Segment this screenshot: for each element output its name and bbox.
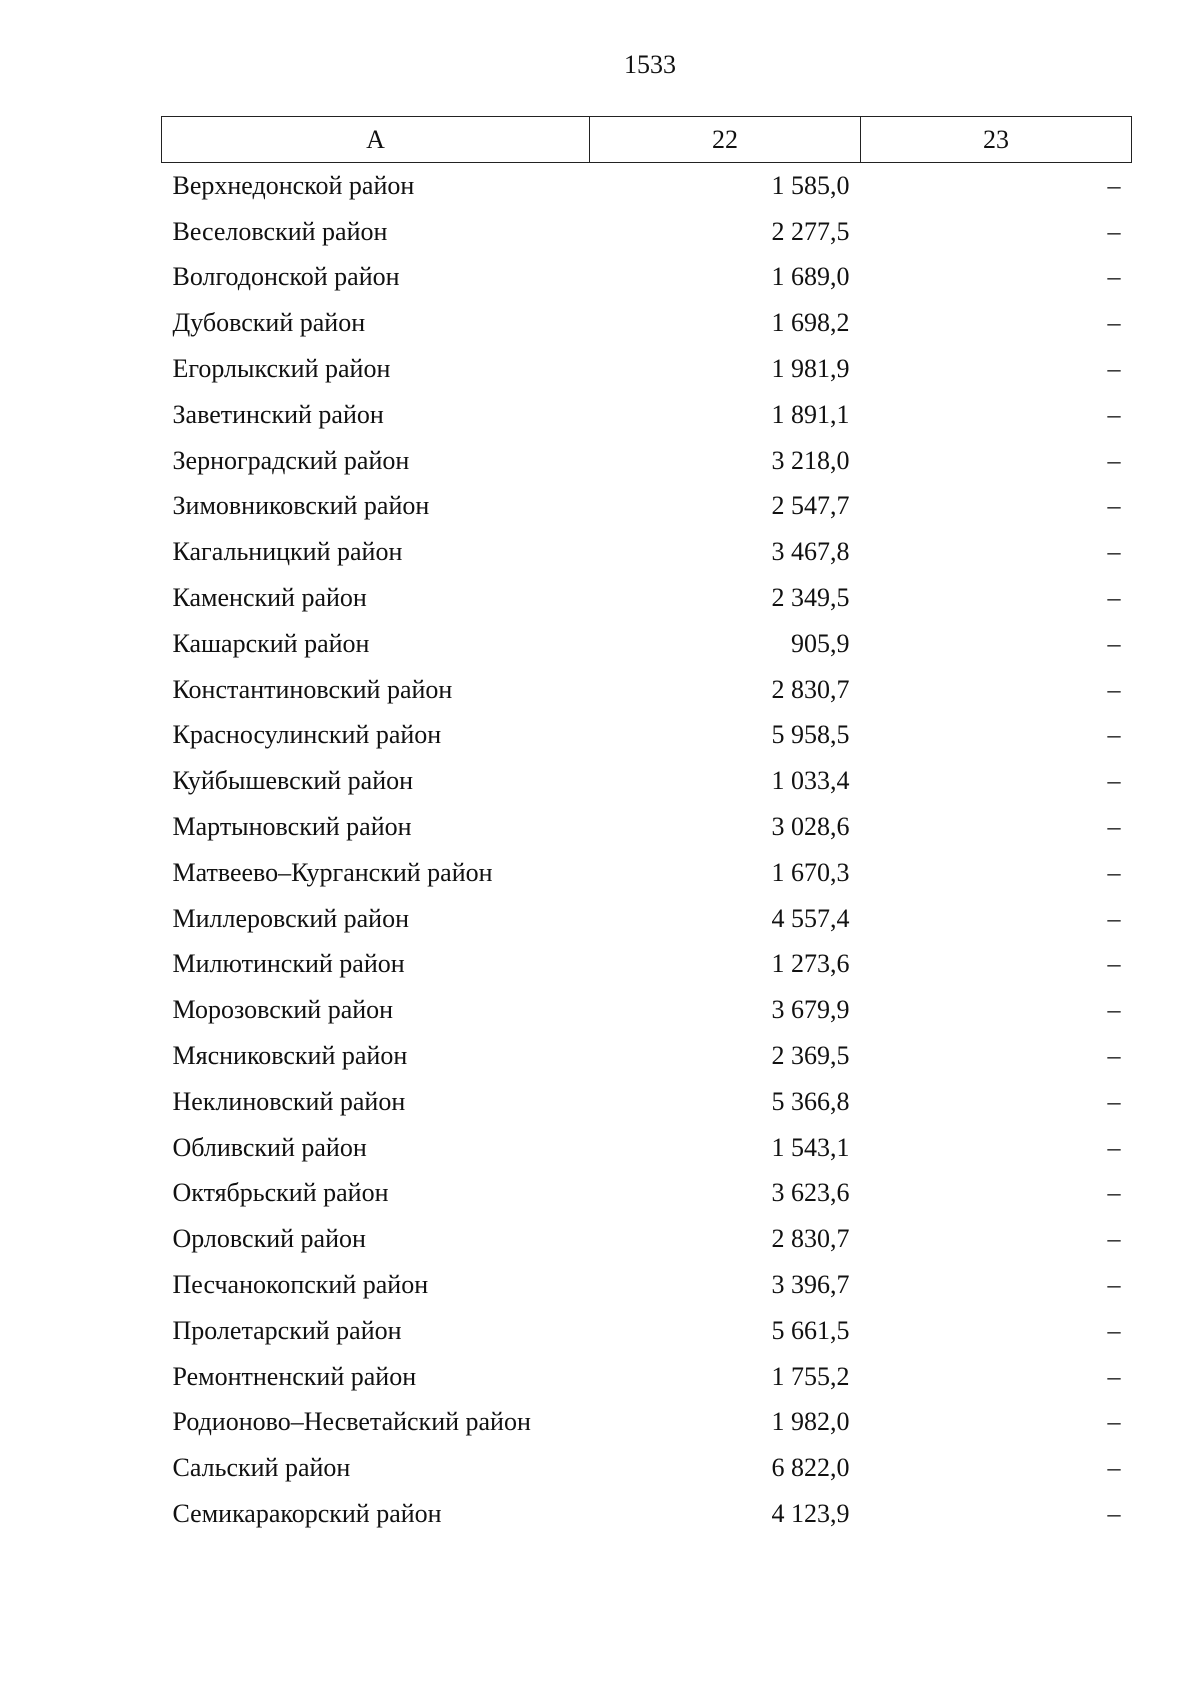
- row-value-23-cell: –: [1107, 720, 1121, 750]
- row-value-23-cell: –: [1107, 1453, 1121, 1483]
- row-name-cell: Каменский район: [172, 583, 367, 613]
- table-row: [162, 1125, 1132, 1171]
- row-value-23-cell: –: [1107, 1086, 1121, 1116]
- row-value-22-cell: 3 028,6: [771, 812, 850, 842]
- page-number: 1533: [624, 50, 676, 79]
- table-header: [162, 117, 1132, 163]
- row-value-23-cell: –: [1107, 1041, 1121, 1071]
- table-row: [162, 942, 1132, 988]
- row-value-22-cell: 1 273,6: [771, 949, 850, 979]
- row-value-23-cell: –: [1107, 262, 1121, 292]
- row-value-22-cell: 5 661,5: [771, 1315, 850, 1345]
- row-value-22-cell: 2 369,5: [771, 1041, 850, 1071]
- table-row: [162, 575, 1132, 621]
- row-value-23-cell: –: [1107, 812, 1121, 842]
- row-value-22-cell: 905,9: [791, 628, 850, 658]
- row-name-cell: Милютинский район: [172, 949, 405, 979]
- row-value-22-cell: 5 958,5: [771, 720, 850, 750]
- table-row: [162, 484, 1132, 530]
- row-name-cell: Заветинский район: [172, 399, 384, 429]
- table-row: [162, 1033, 1132, 1079]
- row-value-22-cell: 3 623,6: [771, 1178, 850, 1208]
- row-value-22-cell: 5 366,8: [771, 1086, 850, 1116]
- header-column-a: А: [162, 117, 590, 163]
- row-name-cell: Зимовниковский район: [172, 491, 430, 521]
- table-row: [162, 346, 1132, 392]
- row-value-22-cell: 2 349,5: [771, 583, 850, 613]
- table-row: [162, 1400, 1132, 1446]
- row-name-cell: Красносулинский район: [172, 720, 442, 750]
- row-value-23-cell: –: [1107, 537, 1121, 567]
- row-name-cell: Орловский район: [172, 1224, 366, 1254]
- row-value-23-cell: –: [1107, 857, 1121, 887]
- row-name-cell: Зерноградский район: [172, 445, 410, 475]
- row-value-23-cell: –: [1107, 674, 1121, 704]
- row-name-cell: Егорлыкский район: [172, 354, 391, 384]
- row-value-22-cell: 1 982,0: [771, 1407, 850, 1437]
- row-value-23-cell: –: [1107, 1178, 1121, 1208]
- table-row: [162, 1171, 1132, 1217]
- table-row: [162, 1491, 1132, 1537]
- row-value-22-cell: 1 689,0: [771, 262, 850, 292]
- row-name-cell: Мясниковский район: [172, 1041, 408, 1071]
- row-name-cell: Кашарский район: [172, 628, 370, 658]
- row-value-23-cell: –: [1107, 1270, 1121, 1300]
- row-value-22-cell: 3 679,9: [771, 995, 850, 1025]
- row-value-22-cell: 1 755,2: [771, 1361, 850, 1391]
- row-value-22-cell: 3 396,7: [771, 1270, 850, 1300]
- row-value-22-cell: 1 585,0: [771, 170, 850, 200]
- row-name-cell: Ремонтненский район: [172, 1361, 417, 1391]
- row-name-cell: Сальский район: [172, 1453, 351, 1483]
- row-name-cell: Мартыновский район: [172, 812, 412, 842]
- table-row: [162, 1262, 1132, 1308]
- table-row: [162, 392, 1132, 438]
- row-name-cell: Верхнедонской район: [172, 170, 415, 200]
- row-value-22-cell: 1 981,9: [771, 354, 850, 384]
- data-table-container: [161, 116, 1131, 1537]
- row-value-22-cell: 1 891,1: [771, 399, 850, 429]
- header-column-22: 22: [590, 117, 861, 163]
- row-value-22-cell: 1 033,4: [771, 766, 850, 796]
- row-value-23-cell: –: [1107, 445, 1121, 475]
- table-row: [162, 621, 1132, 667]
- row-value-23-cell: –: [1107, 903, 1121, 933]
- row-value-23-cell: –: [1107, 1315, 1121, 1345]
- row-value-23-cell: –: [1107, 766, 1121, 796]
- table-body: [162, 163, 1132, 1537]
- table-row: [162, 758, 1132, 804]
- table-row: [162, 1079, 1132, 1125]
- row-name-cell: Миллеровский район: [172, 903, 410, 933]
- table-header-row: [162, 117, 1132, 163]
- row-value-22-cell: 6 822,0: [771, 1453, 850, 1483]
- row-value-23-cell: –: [1107, 170, 1121, 200]
- row-value-22-cell: 2 547,7: [771, 491, 850, 521]
- table-row: [162, 529, 1132, 575]
- row-name-cell: Дубовский район: [172, 308, 366, 338]
- row-value-23-cell: –: [1107, 354, 1121, 384]
- row-name-cell: Веселовский район: [172, 216, 388, 246]
- row-value-23-cell: –: [1107, 308, 1121, 338]
- table-row: [162, 1216, 1132, 1262]
- table-row: [162, 713, 1132, 759]
- row-name-cell: Константиновский район: [172, 674, 453, 704]
- row-value-22-cell: 3 467,8: [771, 537, 850, 567]
- row-value-22-cell: 1 698,2: [771, 308, 850, 338]
- table-row: [162, 209, 1132, 255]
- row-value-22-cell: 2 830,7: [771, 674, 850, 704]
- row-value-22-cell: 4 123,9: [771, 1499, 850, 1528]
- table-row: [162, 255, 1132, 301]
- row-value-22-cell: 2 277,5: [771, 216, 850, 246]
- row-name-cell: Пролетарский район: [172, 1315, 402, 1345]
- row-name-cell: Кагальницкий район: [172, 537, 403, 567]
- row-name-cell: Обливский район: [172, 1132, 367, 1162]
- row-value-23-cell: –: [1107, 399, 1121, 429]
- row-value-23-cell: –: [1107, 216, 1121, 246]
- row-value-23-cell: –: [1107, 491, 1121, 521]
- data-table: [161, 116, 1132, 1537]
- table-row: [162, 896, 1132, 942]
- table-row: [162, 300, 1132, 346]
- row-name-cell: Куйбышевский район: [172, 766, 414, 796]
- row-value-23-cell: –: [1107, 1224, 1121, 1254]
- row-value-23-cell: –: [1107, 628, 1121, 658]
- row-name-cell: Морозовский район: [172, 995, 394, 1025]
- row-name-cell: Матвеево–Курганский район: [172, 857, 493, 887]
- table-row: [162, 987, 1132, 1033]
- row-name-cell: Семикаракорский район: [172, 1499, 442, 1528]
- table-row: [162, 1308, 1132, 1354]
- row-name-cell: Волгодонской район: [172, 262, 400, 292]
- row-value-22-cell: 4 557,4: [771, 903, 850, 933]
- row-value-23-cell: –: [1107, 583, 1121, 613]
- row-name-cell: Октябрьский район: [172, 1178, 389, 1208]
- table-row: [162, 438, 1132, 484]
- row-value-23-cell: –: [1107, 995, 1121, 1025]
- row-value-23-cell: –: [1107, 1499, 1121, 1528]
- row-value-23-cell: –: [1107, 1361, 1121, 1391]
- row-value-22-cell: 1 543,1: [771, 1132, 850, 1162]
- table-row: [162, 850, 1132, 896]
- table-row: [162, 1445, 1132, 1491]
- row-name-cell: Неклиновский район: [172, 1086, 406, 1116]
- row-value-23-cell: –: [1107, 1132, 1121, 1162]
- table-row: [162, 1354, 1132, 1400]
- row-name-cell: Песчанокопский район: [172, 1270, 429, 1300]
- row-value-22-cell: 2 830,7: [771, 1224, 850, 1254]
- table-row: [162, 163, 1132, 209]
- row-value-23-cell: –: [1107, 1407, 1121, 1437]
- row-name-cell: Родионово–Несветайский район: [172, 1407, 531, 1437]
- table-row: [162, 667, 1132, 713]
- table-row: [162, 804, 1132, 850]
- header-column-23: 23: [861, 117, 1132, 163]
- row-value-22-cell: 3 218,0: [771, 445, 850, 475]
- row-value-22-cell: 1 670,3: [771, 857, 850, 887]
- row-value-23-cell: –: [1107, 949, 1121, 979]
